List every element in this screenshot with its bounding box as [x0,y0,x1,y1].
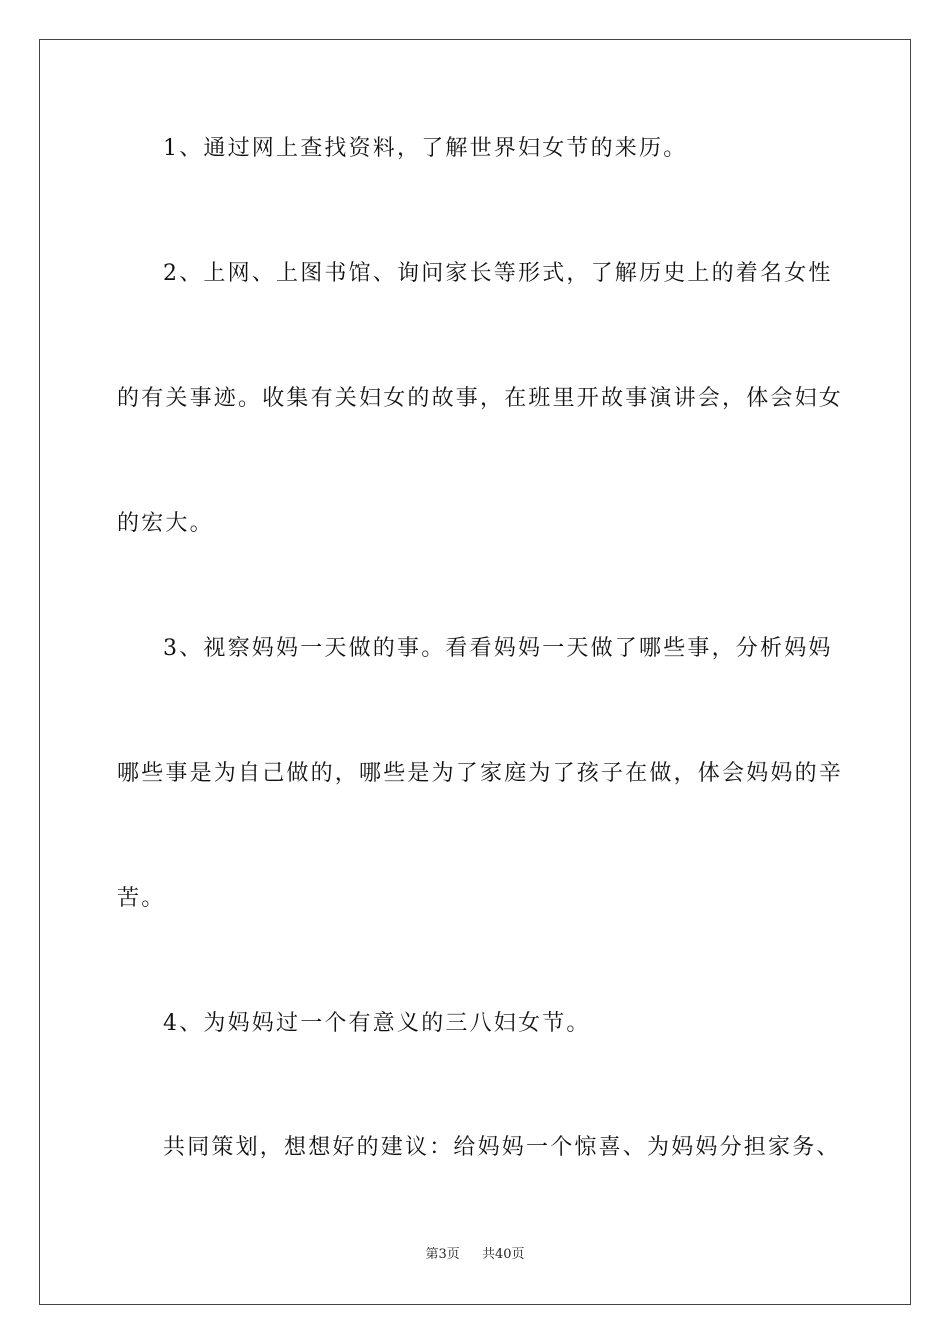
paragraph-line-6: 哪些事是为自己做的，哪些是为了家庭为了孩子在做，体会妈妈的辛 [117,761,844,786]
page-total: 共40页 [482,1247,525,1262]
paragraph-line-7: 苦。 [117,886,166,911]
page-border [39,39,911,1305]
paragraph-line-2: 2、上网、上图书馆、询问家长等形式，了解历史上的着名女性 [163,261,833,286]
paragraph-line-8: 4、为妈妈过一个有意义的三八妇女节。 [163,1011,591,1036]
paragraph-line-3: 的有关事迹。收集有关妇女的故事，在班里开故事演讲会，体会妇女 [117,386,844,411]
page-number: 第3页 [425,1247,460,1262]
paragraph-line-4: 的宏大。 [117,511,214,536]
page-footer [0,1247,950,1263]
paragraph-line-5: 3、视察妈妈一天做的事。看看妈妈一天做了哪些事，分析妈妈 [163,636,833,661]
paragraph-line-9: 共同策划，想想好的建议：给妈妈一个惊喜、为妈妈分担家务、 [163,1135,841,1160]
paragraph-line-1: 1、通过网上查找资料，了解世界妇女节的来历。 [163,136,688,161]
